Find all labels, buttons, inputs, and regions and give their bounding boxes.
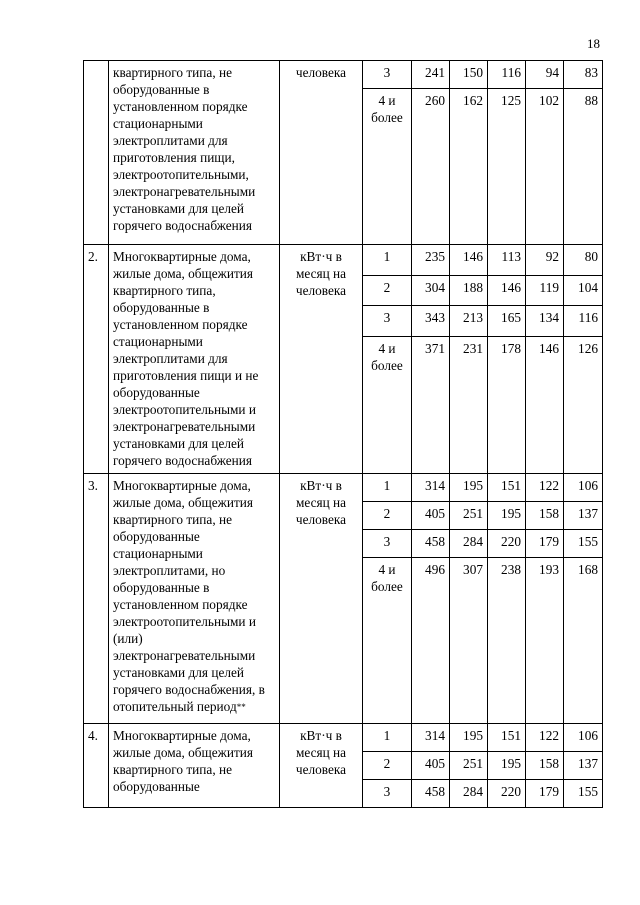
norm-value: 405 (412, 502, 450, 530)
norm-value: 102 (526, 89, 564, 245)
norm-value: 150 (450, 61, 488, 89)
norm-value: 260 (412, 89, 450, 245)
table-row (84, 245, 603, 276)
unit-of-measure: кВт·ч в месяц на человека (280, 724, 363, 808)
rooms-count: 4 и более (363, 558, 412, 724)
norm-value: 241 (412, 61, 450, 89)
table-row (84, 61, 603, 89)
norm-value: 168 (564, 558, 603, 724)
housing-description-text: Многоквартирные дома, жилые дома, общежития квартирного типа, оборудованные в установленном порядке стационарными электроплитами для приготовления пищи и не оборудованные электроотопительными и электронагревательными установками для целей горячего водоснабжения (113, 249, 259, 468)
rooms-count: 2 (363, 502, 412, 530)
norm-value: 458 (412, 530, 450, 558)
footnote-mark: ** (236, 702, 246, 712)
norm-value: 158 (526, 502, 564, 530)
housing-description (109, 474, 280, 724)
consumption-norms-table (83, 60, 603, 808)
norm-value: 238 (488, 558, 526, 724)
rooms-count: 2 (363, 275, 412, 306)
norm-value: 104 (564, 275, 603, 306)
norm-value: 92 (526, 245, 564, 276)
norm-value: 343 (412, 306, 450, 337)
norm-value: 151 (488, 724, 526, 752)
rooms-count: 3 (363, 530, 412, 558)
rooms-count: 1 (363, 474, 412, 502)
norm-value: 158 (526, 752, 564, 780)
unit-of-measure: кВт·ч в месяц на человека (280, 245, 363, 474)
norm-value: 137 (564, 752, 603, 780)
norm-value: 94 (526, 61, 564, 89)
norm-value: 122 (526, 474, 564, 502)
norm-value: 122 (526, 724, 564, 752)
norm-value: 371 (412, 337, 450, 474)
norm-value: 151 (488, 474, 526, 502)
norm-value: 126 (564, 337, 603, 474)
norm-value: 188 (450, 275, 488, 306)
norm-value: 284 (450, 530, 488, 558)
row-number (84, 61, 109, 245)
rooms-count: 4 и более (363, 337, 412, 474)
norm-value: 251 (450, 752, 488, 780)
rooms-count: 4 и более (363, 89, 412, 245)
housing-description (109, 724, 280, 808)
norm-value: 307 (450, 558, 488, 724)
norm-value: 88 (564, 89, 603, 245)
norm-value: 155 (564, 780, 603, 808)
norm-value: 193 (526, 558, 564, 724)
row-number: 3. (84, 474, 109, 724)
norm-value: 119 (526, 275, 564, 306)
norm-value: 125 (488, 89, 526, 245)
norm-value: 80 (564, 245, 603, 276)
unit-of-measure: человека (280, 61, 363, 245)
norm-value: 83 (564, 61, 603, 89)
norm-value: 284 (450, 780, 488, 808)
norm-value: 106 (564, 724, 603, 752)
norm-value: 162 (450, 89, 488, 245)
norm-value: 195 (488, 502, 526, 530)
housing-description-text: квартирного типа, не оборудованные в установленном порядке стационарными электроплитами для приготовления пищи, электроотопительными, электронагревательными установками для целей горячего водоснабжения (113, 65, 256, 233)
norm-value: 220 (488, 780, 526, 808)
unit-of-measure: кВт·ч в месяц на человека (280, 474, 363, 724)
norm-value: 195 (488, 752, 526, 780)
housing-description-text: Многоквартирные дома, жилые дома, общежития квартирного типа, не оборудованные (113, 728, 254, 794)
norm-value: 314 (412, 474, 450, 502)
norm-value: 116 (564, 306, 603, 337)
norm-value: 179 (526, 530, 564, 558)
norm-value: 179 (526, 780, 564, 808)
norm-value: 146 (488, 275, 526, 306)
housing-description (109, 61, 280, 245)
table-row (84, 474, 603, 502)
norm-value: 405 (412, 752, 450, 780)
housing-description-text: Многоквартирные дома, жилые дома, общежития квартирного типа, не оборудованные стационарными электроплитами, но оборудованные в установленном порядке электроотопительными и (или) электронагревательными установками для целей горячего водоснабжения, в отопительный период (113, 478, 265, 714)
norm-value: 231 (450, 337, 488, 474)
norm-value: 304 (412, 275, 450, 306)
norm-value: 146 (526, 337, 564, 474)
table-row (84, 724, 603, 752)
housing-description (109, 245, 280, 474)
norm-value: 213 (450, 306, 488, 337)
norm-value: 178 (488, 337, 526, 474)
norm-value: 220 (488, 530, 526, 558)
norm-value: 137 (564, 502, 603, 530)
rooms-count: 2 (363, 752, 412, 780)
norm-value: 251 (450, 502, 488, 530)
norm-value: 314 (412, 724, 450, 752)
rooms-count: 3 (363, 306, 412, 337)
row-number: 2. (84, 245, 109, 474)
norm-value: 458 (412, 780, 450, 808)
norm-value: 116 (488, 61, 526, 89)
rooms-count: 3 (363, 780, 412, 808)
norm-value: 146 (450, 245, 488, 276)
norm-value: 235 (412, 245, 450, 276)
norm-value: 165 (488, 306, 526, 337)
norm-value: 106 (564, 474, 603, 502)
page-number: 18 (587, 36, 600, 51)
norm-value: 155 (564, 530, 603, 558)
rooms-count: 3 (363, 61, 412, 89)
norm-value: 113 (488, 245, 526, 276)
norm-value: 195 (450, 474, 488, 502)
norm-value: 195 (450, 724, 488, 752)
rooms-count: 1 (363, 724, 412, 752)
rooms-count: 1 (363, 245, 412, 276)
norm-value: 496 (412, 558, 450, 724)
row-number: 4. (84, 724, 109, 808)
norm-value: 134 (526, 306, 564, 337)
